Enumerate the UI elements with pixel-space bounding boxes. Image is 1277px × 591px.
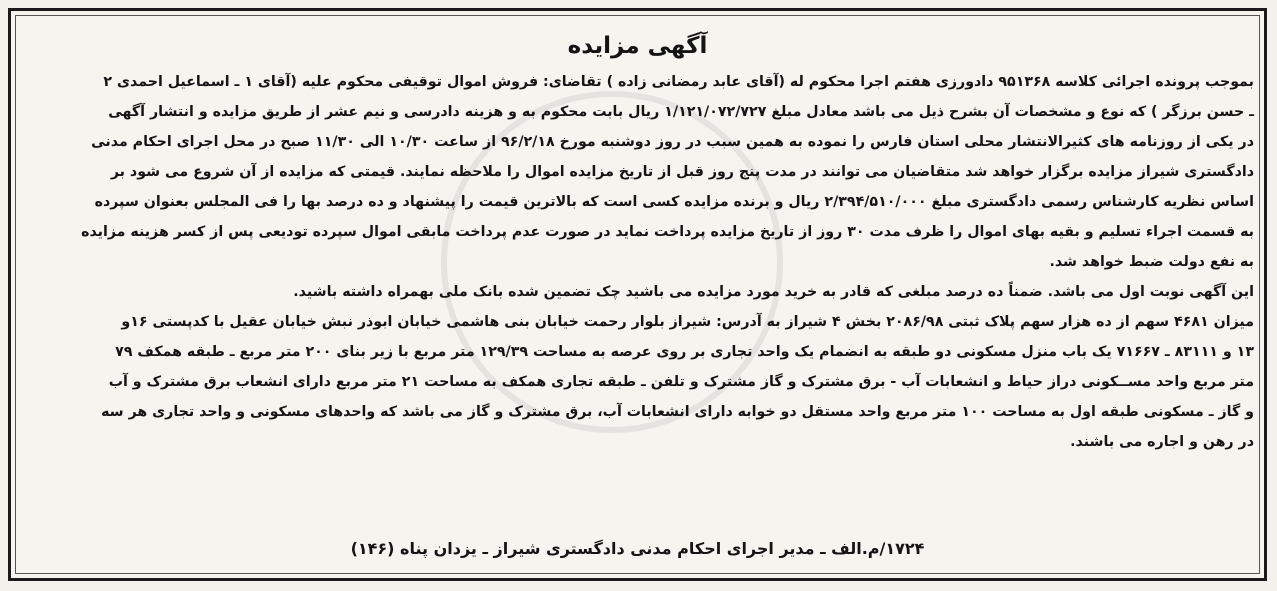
notice-line: در یکی از روزنامه های کثیرالانتشار محلی استان فارس را نموده به همین سبب در روز دوشنبه مورخ ۹۶/۲/۱۸ از ساعت ۱۰/۳۰ الی ۱۱/۳۰ صبح در محل اجرای احکام مدنی (91, 134, 1254, 150)
notice-line: ۱۳ و ۸۳۱۱۱ ـ ۷۱۶۶۷ یک باب منزل مسکونی دو طبقه به انضمام یک واحد تجاری بر روی عرصه به مساحت ۱۲۹/۳۹ متر مربع با زیر بنای ۲۰۰ متر مربع ـ طبقه همکف ۷۹ (115, 344, 1254, 360)
notice-line: میزان ۴۶۸۱ سهم از ده هزار سهم پلاک ثبتی ۲۰۸۶/۹۸ بخش ۴ شیراز به آدرس: شیراز بلوار رحمت خیابان بنی هاشمی خیابان ابوذر نبش خیابان عقیل با کدپستی ۱۶و (121, 314, 1254, 330)
notice-line: متر مربع واحد مســکونی دراز حیاط و انشعابات آب - برق مشترک و گاز مشترک و تلفن ـ طبقه تجاری همکف به مساحت ۲۱ متر مربع دارای انشعاب برق مشترک و آب (108, 374, 1254, 390)
notice-frame (8, 8, 1267, 581)
notice-line: این آگهی نوبت اول می باشد. ضمناً ده درصد مبلغی که قادر به خرید مورد مزایده می باشید چک تضمین شده بانک ملی بهمراه داشته باشید. (293, 284, 1254, 300)
notice-line: دادگستری شیراز مزایده برگزار خواهد شد متقاضیان می توانند در مدت پنج روز قبل از تاریخ مزایده اموال را ملاحظه نمایند. قیمتی که مزایده از آن شروع می شود بر (110, 164, 1254, 180)
notice-line: و گاز ـ مسکونی طبقه اول به مساحت ۱۰۰ متر مربع واحد مستقل دو خوابه دارای انشعابات آب، برق مشترک و گاز می باشد که واحدهای مسکونی و واحد تجاری هر سه (101, 404, 1254, 420)
notice-line: بموجب پرونده اجرائی کلاسه ۹۵۱۳۶۸ دادورزی هفتم اجرا محکوم له (آقای عابد رمضانی زاده ) تقاضای: فروش اموال توقیفی محکوم علیه (آقای ۱ ـ اسماعیل احمدی ۲ (103, 74, 1254, 90)
notice-signature: ۱۷۲۴/م.الف ـ مدیر اجرای احکام مدنی دادگستری شیراز ـ یزدان پناه (۱۴۶) (350, 539, 925, 558)
notice-body (11, 67, 1264, 457)
notice-title: آگهی مزایده (567, 33, 708, 59)
notice-line: به قسمت اجراء تسلیم و بقیه بهای اموال را ظرف مدت ۳۰ روز از تاریخ مزایده پرداخت نماید در صورت عدم پرداخت مابقی اموال سپرده تودیعی پس از کسر هزینه مزایده (81, 224, 1254, 240)
notice-line: در رهن و اجاره می باشند. (1070, 434, 1254, 450)
notice-line: اساس نظریه کارشناس رسمی دادگستری مبلغ ۲/۳۹۴/۵۱۰/۰۰۰ ریال و برنده مزایده کسی است که بالاترین قیمت را پیشنهاد و ده درصد بها را فی المجلس بعنوان سپرده (94, 194, 1254, 210)
notice-line: به نفع دولت ضبط خواهد شد. (1049, 254, 1254, 270)
notice-line: ـ حسن برزگر ) که نوع و مشخصات آن بشرح ذیل می باشد معادل مبلغ ۱/۱۲۱/۰۷۲/۷۲۷ ریال بابت محکوم به و هزینه دادرسی و نیم عشر از طریق مزایده و انتشار آگهی (108, 104, 1254, 120)
